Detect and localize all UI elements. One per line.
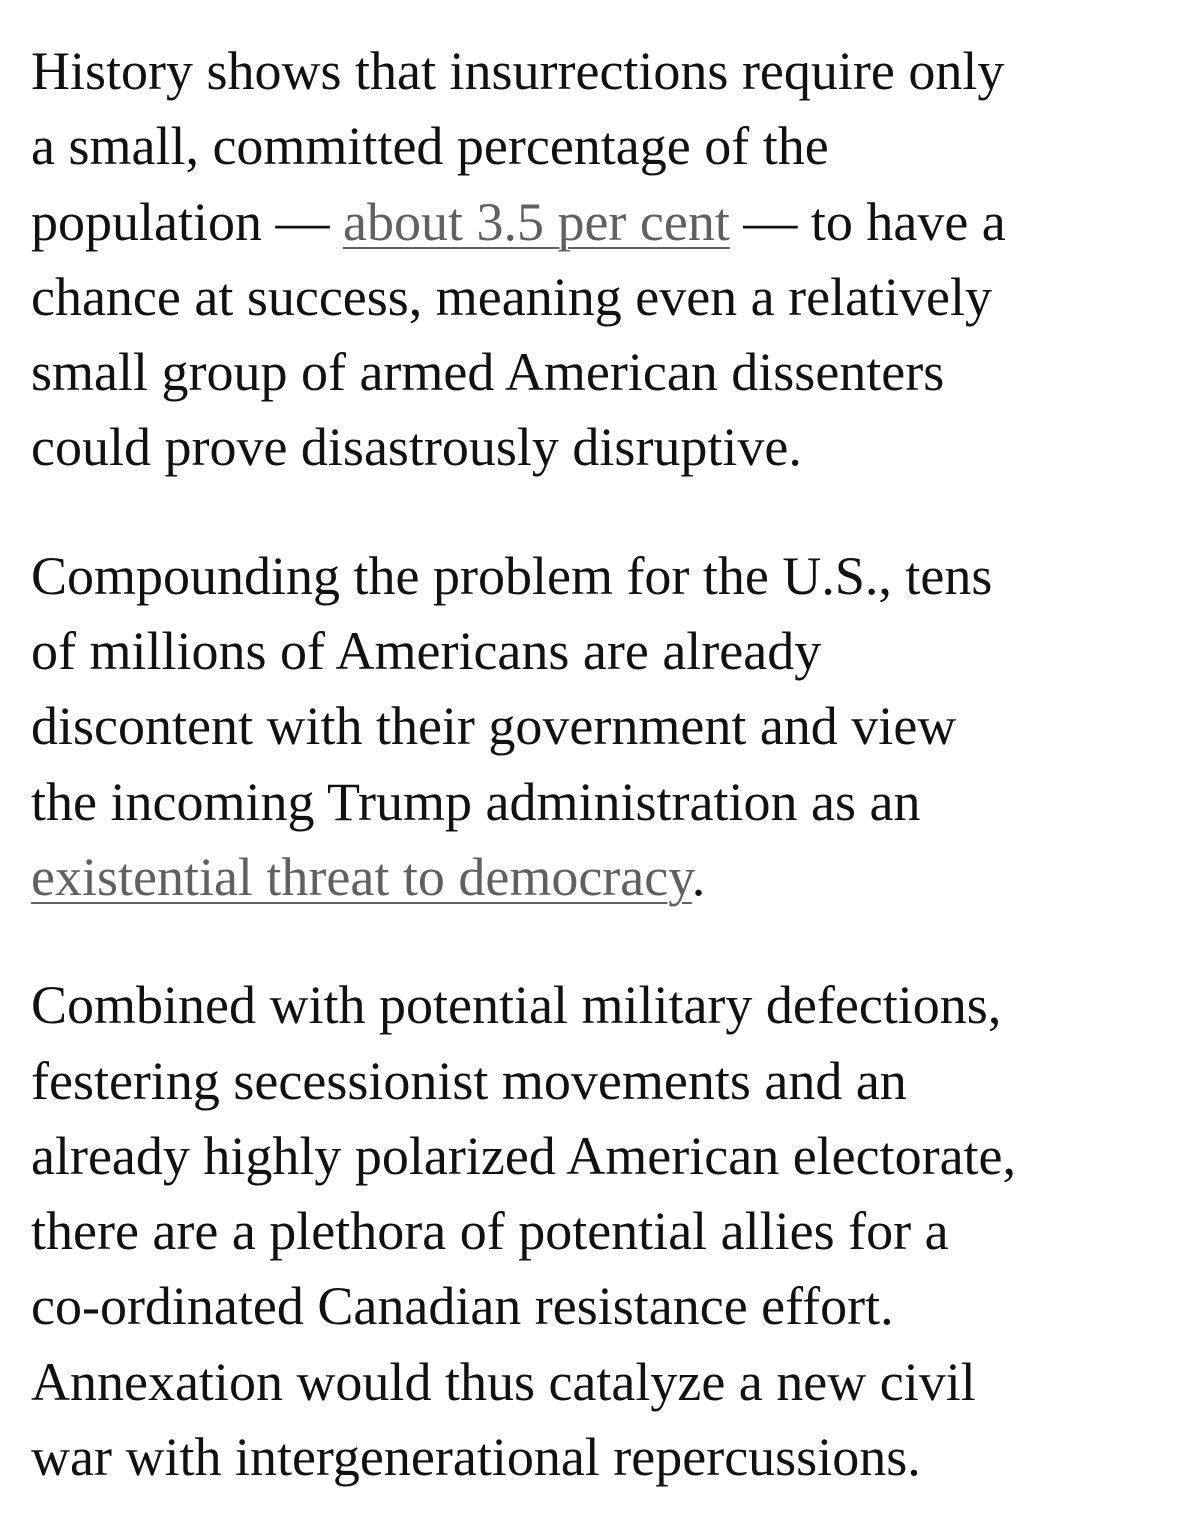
paragraph-discontent (31, 539, 1159, 915)
text-line: already highly polarized American electorate, (31, 1125, 1017, 1186)
link-3-5-percent[interactable]: about 3.5 per cent (342, 191, 730, 252)
text-line-with-link (31, 185, 1159, 260)
text-line-with-link (31, 840, 1159, 915)
text-fragment: . (691, 846, 706, 907)
text-fragment: — to have a (729, 191, 1006, 252)
text-line: discontent with their government and view (31, 696, 957, 757)
text-line: a small, committed percentage of the (31, 116, 829, 177)
paragraph-insurrections (31, 34, 1159, 486)
text-line: chance at success, meaning even a relatively (31, 266, 993, 327)
text-line: war with intergenerational repercussions. (31, 1427, 921, 1488)
paragraph-resistance (31, 968, 1159, 1495)
text-line: could prove disastrously disruptive. (31, 417, 802, 478)
text-line: Annexation would thus catalyze a new civil (31, 1351, 976, 1412)
text-line: festering secessionist movements and an (31, 1050, 907, 1111)
text-line: there are a plethora of potential allies for a (31, 1201, 949, 1262)
text-line: the incoming Trump administration as an (31, 771, 921, 832)
text-line: Compounding the problem for the U.S., tens (31, 545, 993, 606)
text-line: of millions of Americans are already (31, 621, 822, 682)
text-fragment: population — (31, 191, 343, 252)
text-line: History shows that insurrections require only (31, 41, 1005, 101)
text-line: Combined with potential military defections, (31, 975, 1002, 1036)
text-line: co-ordinated Canadian resistance effort. (31, 1276, 894, 1337)
text-line: small group of armed American dissenters (31, 342, 945, 403)
link-existential-threat[interactable]: existential threat to democracy (31, 846, 692, 907)
